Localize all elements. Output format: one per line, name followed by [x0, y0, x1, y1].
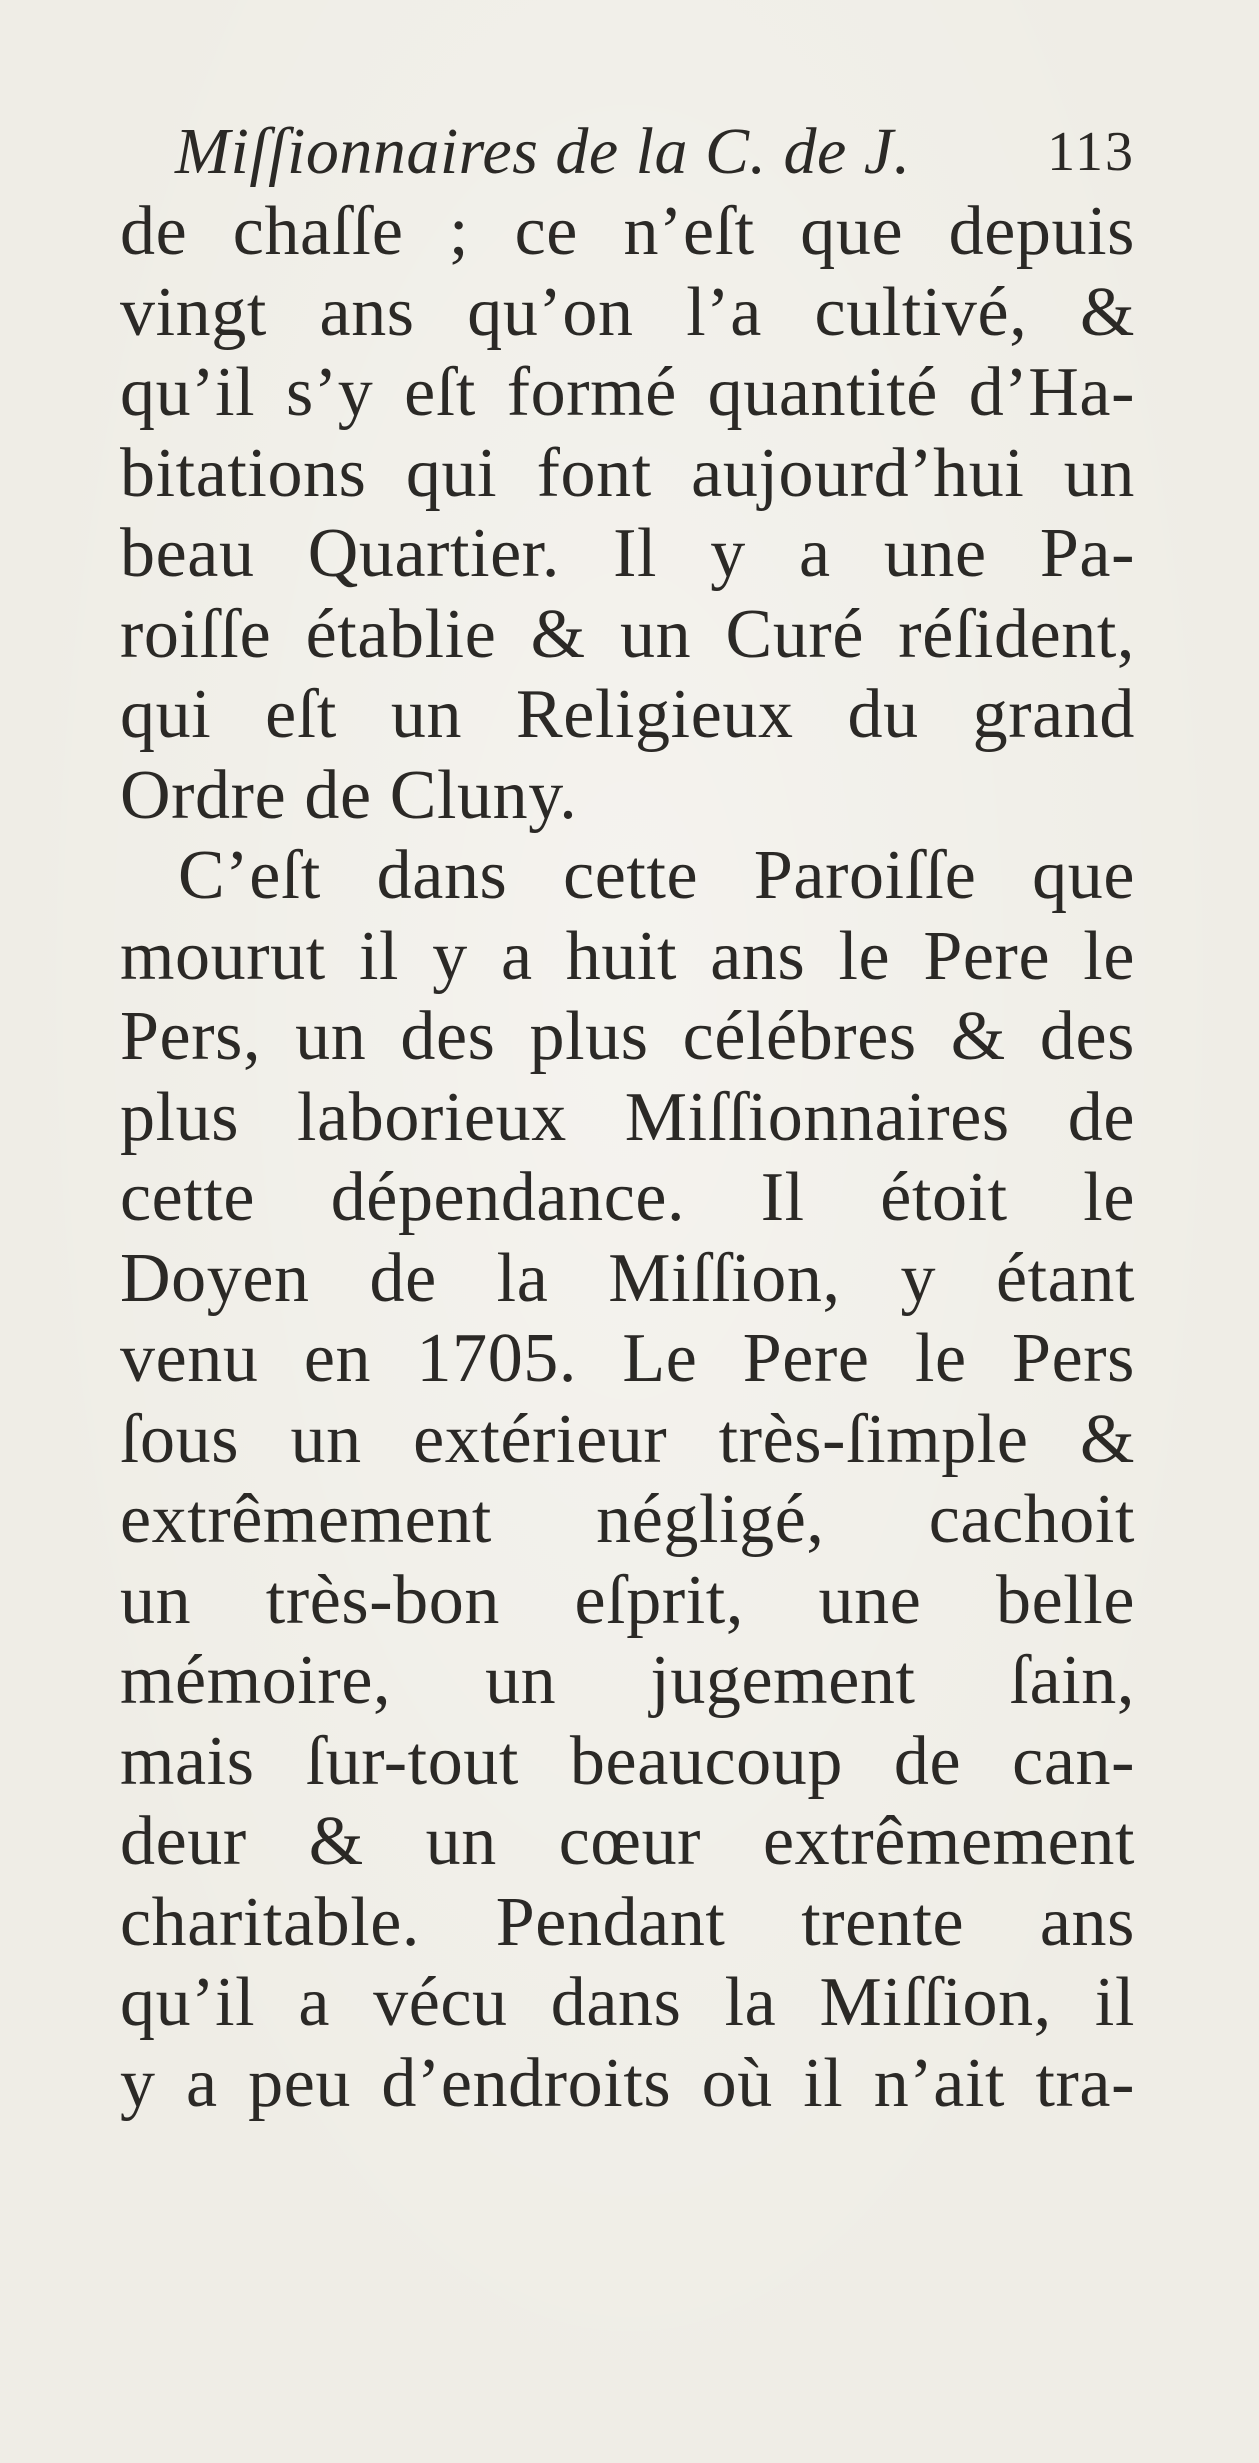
text-line: mourut il y a huit ans le Pere le [120, 917, 1135, 995]
text-line: extrêmement négligé, cachoit [120, 1481, 1135, 1558]
running-head-title: Miſſionnaires de la C. de J. [175, 115, 911, 188]
text-line: qui eſt un Religieux du grand [120, 676, 1135, 753]
text-line: Ordre de Cluny. [120, 756, 578, 834]
text-line: mémoire, un jugement ſain, [120, 1642, 1135, 1719]
text-line: Doyen de la Miſſion, y étant [120, 1239, 1135, 1317]
text-line: de chaſſe ; ce n’eſt que depuis [120, 193, 1135, 270]
text-line: y a peu d’endroits où il n’ait tra- [120, 2044, 1135, 2122]
body-text [120, 192, 1135, 2124]
text-line: ſous un extérieur très-ſimple & [120, 1400, 1135, 1478]
text-line: cette dépendance. Il étoit le [120, 1159, 1135, 1236]
text-line: roiſſe établie & un Curé réſident, [120, 595, 1135, 673]
text-line: plus laborieux Miſſionnaires de [120, 1078, 1135, 1156]
text-line: beau Quartier. Il y a une Pa- [120, 515, 1135, 592]
text-line: venu en 1705. Le Pere le Pers [120, 1320, 1135, 1397]
text-line: C’eſt dans cette Paroiſſe que [178, 837, 1135, 914]
text-line: deur & un cœur extrêmement [120, 1803, 1135, 1880]
text-line: mais ſur-tout beaucoup de can- [120, 1722, 1135, 1800]
running-head [175, 112, 1135, 192]
text-line: qu’il s’y eſt formé quantité d’Ha- [120, 354, 1135, 431]
text-line: Pers, un des plus célébres & des [120, 998, 1135, 1075]
page-number: 113 [1047, 121, 1135, 183]
text-line: charitable. Pendant trente ans [120, 1883, 1135, 1961]
text-line: qu’il a vécu dans la Miſſion, il [120, 1964, 1135, 2041]
text-line: un très-bon eſprit, une belle [120, 1561, 1135, 1639]
text-line: bitations qui font aujourd’hui un [120, 434, 1135, 512]
text-line: vingt ans qu’on l’a cultivé, & [120, 273, 1135, 351]
